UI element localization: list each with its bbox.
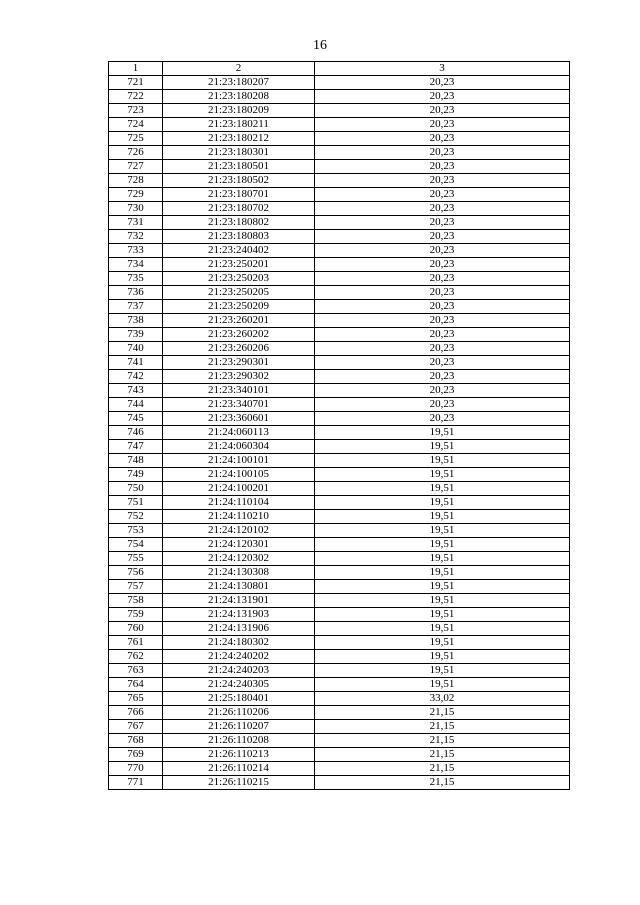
table-row bbox=[109, 202, 570, 216]
table-row bbox=[109, 356, 570, 370]
row-number-cell: 761 bbox=[109, 636, 163, 650]
value-cell: 19,51 bbox=[315, 552, 570, 566]
value-cell: 19,51 bbox=[315, 538, 570, 552]
column-header-1: 1 bbox=[109, 62, 163, 76]
table-row bbox=[109, 650, 570, 664]
value-cell: 19,51 bbox=[315, 580, 570, 594]
value-cell: 19,51 bbox=[315, 426, 570, 440]
row-number-cell: 733 bbox=[109, 244, 163, 258]
table-row bbox=[109, 342, 570, 356]
row-number-cell: 765 bbox=[109, 692, 163, 706]
value-cell: 19,51 bbox=[315, 608, 570, 622]
table-row bbox=[109, 496, 570, 510]
code-cell: 21:23:180212 bbox=[163, 132, 315, 146]
value-cell: 19,51 bbox=[315, 496, 570, 510]
code-cell: 21:26:110206 bbox=[163, 706, 315, 720]
table-row bbox=[109, 482, 570, 496]
row-number-cell: 721 bbox=[109, 76, 163, 90]
value-cell: 20,23 bbox=[315, 146, 570, 160]
row-number-cell: 751 bbox=[109, 496, 163, 510]
code-cell: 21:23:180211 bbox=[163, 118, 315, 132]
row-number-cell: 753 bbox=[109, 524, 163, 538]
table-row bbox=[109, 692, 570, 706]
code-cell: 21:24:110210 bbox=[163, 510, 315, 524]
table-row bbox=[109, 370, 570, 384]
code-cell: 21:24:120302 bbox=[163, 552, 315, 566]
row-number-cell: 746 bbox=[109, 426, 163, 440]
row-number-cell: 764 bbox=[109, 678, 163, 692]
table-row bbox=[109, 188, 570, 202]
code-cell: 21:24:100101 bbox=[163, 454, 315, 468]
code-cell: 21:23:260202 bbox=[163, 328, 315, 342]
value-cell: 19,51 bbox=[315, 594, 570, 608]
value-cell: 20,23 bbox=[315, 356, 570, 370]
row-number-cell: 747 bbox=[109, 440, 163, 454]
table-row bbox=[109, 468, 570, 482]
value-cell: 20,23 bbox=[315, 216, 570, 230]
value-cell: 20,23 bbox=[315, 342, 570, 356]
code-cell: 21:26:110213 bbox=[163, 748, 315, 762]
code-cell: 21:24:120301 bbox=[163, 538, 315, 552]
row-number-cell: 744 bbox=[109, 398, 163, 412]
code-cell: 21:24:240202 bbox=[163, 650, 315, 664]
row-number-cell: 756 bbox=[109, 566, 163, 580]
code-cell: 21:23:250203 bbox=[163, 272, 315, 286]
table-row bbox=[109, 384, 570, 398]
code-cell: 21:25:180401 bbox=[163, 692, 315, 706]
row-number-cell: 735 bbox=[109, 272, 163, 286]
code-cell: 21:23:180207 bbox=[163, 76, 315, 90]
value-cell: 21,15 bbox=[315, 748, 570, 762]
table-row bbox=[109, 132, 570, 146]
row-number-cell: 727 bbox=[109, 160, 163, 174]
table-row bbox=[109, 678, 570, 692]
row-number-cell: 769 bbox=[109, 748, 163, 762]
row-number-cell: 738 bbox=[109, 314, 163, 328]
code-cell: 21:24:131903 bbox=[163, 608, 315, 622]
row-number-cell: 723 bbox=[109, 104, 163, 118]
value-cell: 20,23 bbox=[315, 188, 570, 202]
row-number-cell: 767 bbox=[109, 720, 163, 734]
table-row bbox=[109, 524, 570, 538]
table-row bbox=[109, 216, 570, 230]
table-row bbox=[109, 104, 570, 118]
table-row bbox=[109, 146, 570, 160]
code-cell: 21:23:180502 bbox=[163, 174, 315, 188]
code-cell: 21:23:240402 bbox=[163, 244, 315, 258]
row-number-cell: 726 bbox=[109, 146, 163, 160]
code-cell: 21:23:180701 bbox=[163, 188, 315, 202]
row-number-cell: 742 bbox=[109, 370, 163, 384]
code-cell: 21:23:250209 bbox=[163, 300, 315, 314]
code-cell: 21:23:290302 bbox=[163, 370, 315, 384]
value-cell: 19,51 bbox=[315, 482, 570, 496]
value-cell: 19,51 bbox=[315, 650, 570, 664]
value-cell: 19,51 bbox=[315, 636, 570, 650]
row-number-cell: 728 bbox=[109, 174, 163, 188]
code-cell: 21:23:180803 bbox=[163, 230, 315, 244]
value-cell: 20,23 bbox=[315, 90, 570, 104]
code-cell: 21:24:100201 bbox=[163, 482, 315, 496]
table-row bbox=[109, 244, 570, 258]
row-number-cell: 766 bbox=[109, 706, 163, 720]
value-cell: 21,15 bbox=[315, 706, 570, 720]
column-header-3: 3 bbox=[315, 62, 570, 76]
value-cell: 21,15 bbox=[315, 734, 570, 748]
data-table bbox=[108, 61, 570, 790]
row-number-cell: 736 bbox=[109, 286, 163, 300]
row-number-cell: 745 bbox=[109, 412, 163, 426]
row-number-cell: 759 bbox=[109, 608, 163, 622]
table-row bbox=[109, 510, 570, 524]
row-number-cell: 740 bbox=[109, 342, 163, 356]
table-row bbox=[109, 174, 570, 188]
table-row bbox=[109, 580, 570, 594]
row-number-cell: 743 bbox=[109, 384, 163, 398]
table-row bbox=[109, 230, 570, 244]
code-cell: 21:23:360601 bbox=[163, 412, 315, 426]
table-row bbox=[109, 160, 570, 174]
value-cell: 20,23 bbox=[315, 132, 570, 146]
table-header-row bbox=[109, 62, 570, 76]
row-number-cell: 730 bbox=[109, 202, 163, 216]
code-cell: 21:24:131906 bbox=[163, 622, 315, 636]
table-row bbox=[109, 622, 570, 636]
value-cell: 19,51 bbox=[315, 440, 570, 454]
row-number-cell: 770 bbox=[109, 762, 163, 776]
value-cell: 20,23 bbox=[315, 272, 570, 286]
row-number-cell: 734 bbox=[109, 258, 163, 272]
row-number-cell: 768 bbox=[109, 734, 163, 748]
code-cell: 21:23:180802 bbox=[163, 216, 315, 230]
value-cell: 19,51 bbox=[315, 468, 570, 482]
code-cell: 21:23:180301 bbox=[163, 146, 315, 160]
value-cell: 20,23 bbox=[315, 118, 570, 132]
table-row bbox=[109, 398, 570, 412]
table-row bbox=[109, 412, 570, 426]
row-number-cell: 729 bbox=[109, 188, 163, 202]
value-cell: 20,23 bbox=[315, 370, 570, 384]
table-row bbox=[109, 440, 570, 454]
row-number-cell: 725 bbox=[109, 132, 163, 146]
table-row bbox=[109, 272, 570, 286]
row-number-cell: 762 bbox=[109, 650, 163, 664]
code-cell: 21:23:290301 bbox=[163, 356, 315, 370]
code-cell: 21:24:130801 bbox=[163, 580, 315, 594]
row-number-cell: 741 bbox=[109, 356, 163, 370]
row-number-cell: 755 bbox=[109, 552, 163, 566]
table-row bbox=[109, 258, 570, 272]
code-cell: 21:23:180702 bbox=[163, 202, 315, 216]
value-cell: 20,23 bbox=[315, 300, 570, 314]
table-row bbox=[109, 566, 570, 580]
table-row bbox=[109, 748, 570, 762]
row-number-cell: 754 bbox=[109, 538, 163, 552]
code-cell: 21:26:110208 bbox=[163, 734, 315, 748]
table-row bbox=[109, 90, 570, 104]
table-row bbox=[109, 608, 570, 622]
row-number-cell: 763 bbox=[109, 664, 163, 678]
code-cell: 21:23:340101 bbox=[163, 384, 315, 398]
row-number-cell: 771 bbox=[109, 776, 163, 790]
value-cell: 19,51 bbox=[315, 566, 570, 580]
value-cell: 19,51 bbox=[315, 622, 570, 636]
column-header-2: 2 bbox=[163, 62, 315, 76]
row-number-cell: 750 bbox=[109, 482, 163, 496]
table-row bbox=[109, 538, 570, 552]
table-body bbox=[109, 76, 570, 790]
value-cell: 20,23 bbox=[315, 328, 570, 342]
code-cell: 21:24:060113 bbox=[163, 426, 315, 440]
code-cell: 21:23:260206 bbox=[163, 342, 315, 356]
code-cell: 21:26:110214 bbox=[163, 762, 315, 776]
row-number-cell: 760 bbox=[109, 622, 163, 636]
table-row bbox=[109, 776, 570, 790]
table-row bbox=[109, 286, 570, 300]
row-number-cell: 752 bbox=[109, 510, 163, 524]
value-cell: 19,51 bbox=[315, 510, 570, 524]
table-row bbox=[109, 734, 570, 748]
table-row bbox=[109, 552, 570, 566]
code-cell: 21:24:120102 bbox=[163, 524, 315, 538]
page-number: 16 bbox=[313, 38, 327, 53]
value-cell: 33,02 bbox=[315, 692, 570, 706]
value-cell: 19,51 bbox=[315, 524, 570, 538]
table-row bbox=[109, 328, 570, 342]
row-number-cell: 732 bbox=[109, 230, 163, 244]
table-row bbox=[109, 118, 570, 132]
value-cell: 20,23 bbox=[315, 160, 570, 174]
value-cell: 20,23 bbox=[315, 174, 570, 188]
code-cell: 21:23:180208 bbox=[163, 90, 315, 104]
code-cell: 21:23:250205 bbox=[163, 286, 315, 300]
code-cell: 21:26:110207 bbox=[163, 720, 315, 734]
value-cell: 19,51 bbox=[315, 454, 570, 468]
code-cell: 21:23:340701 bbox=[163, 398, 315, 412]
value-cell: 21,15 bbox=[315, 762, 570, 776]
value-cell: 20,23 bbox=[315, 258, 570, 272]
table-row bbox=[109, 454, 570, 468]
row-number-cell: 731 bbox=[109, 216, 163, 230]
row-number-cell: 758 bbox=[109, 594, 163, 608]
table-row bbox=[109, 664, 570, 678]
row-number-cell: 737 bbox=[109, 300, 163, 314]
value-cell: 20,23 bbox=[315, 384, 570, 398]
code-cell: 21:24:060304 bbox=[163, 440, 315, 454]
row-number-cell: 748 bbox=[109, 454, 163, 468]
value-cell: 20,23 bbox=[315, 286, 570, 300]
table-row bbox=[109, 706, 570, 720]
row-number-cell: 749 bbox=[109, 468, 163, 482]
table-row bbox=[109, 300, 570, 314]
value-cell: 21,15 bbox=[315, 776, 570, 790]
table-row bbox=[109, 636, 570, 650]
row-number-cell: 739 bbox=[109, 328, 163, 342]
code-cell: 21:24:100105 bbox=[163, 468, 315, 482]
value-cell: 19,51 bbox=[315, 678, 570, 692]
value-cell: 20,23 bbox=[315, 76, 570, 90]
value-cell: 20,23 bbox=[315, 202, 570, 216]
code-cell: 21:23:180501 bbox=[163, 160, 315, 174]
value-cell: 19,51 bbox=[315, 664, 570, 678]
code-cell: 21:24:240305 bbox=[163, 678, 315, 692]
table-row bbox=[109, 426, 570, 440]
code-cell: 21:23:180209 bbox=[163, 104, 315, 118]
table-row bbox=[109, 720, 570, 734]
table-row bbox=[109, 314, 570, 328]
code-cell: 21:24:240203 bbox=[163, 664, 315, 678]
value-cell: 20,23 bbox=[315, 412, 570, 426]
value-cell: 20,23 bbox=[315, 314, 570, 328]
value-cell: 20,23 bbox=[315, 398, 570, 412]
code-cell: 21:24:180302 bbox=[163, 636, 315, 650]
code-cell: 21:24:130308 bbox=[163, 566, 315, 580]
code-cell: 21:26:110215 bbox=[163, 776, 315, 790]
value-cell: 21,15 bbox=[315, 720, 570, 734]
code-cell: 21:23:260201 bbox=[163, 314, 315, 328]
row-number-cell: 722 bbox=[109, 90, 163, 104]
row-number-cell: 724 bbox=[109, 118, 163, 132]
row-number-cell: 757 bbox=[109, 580, 163, 594]
code-cell: 21:23:250201 bbox=[163, 258, 315, 272]
code-cell: 21:24:131901 bbox=[163, 594, 315, 608]
value-cell: 20,23 bbox=[315, 104, 570, 118]
table-row bbox=[109, 594, 570, 608]
code-cell: 21:24:110104 bbox=[163, 496, 315, 510]
table-row bbox=[109, 762, 570, 776]
value-cell: 20,23 bbox=[315, 230, 570, 244]
table-row bbox=[109, 76, 570, 90]
value-cell: 20,23 bbox=[315, 244, 570, 258]
